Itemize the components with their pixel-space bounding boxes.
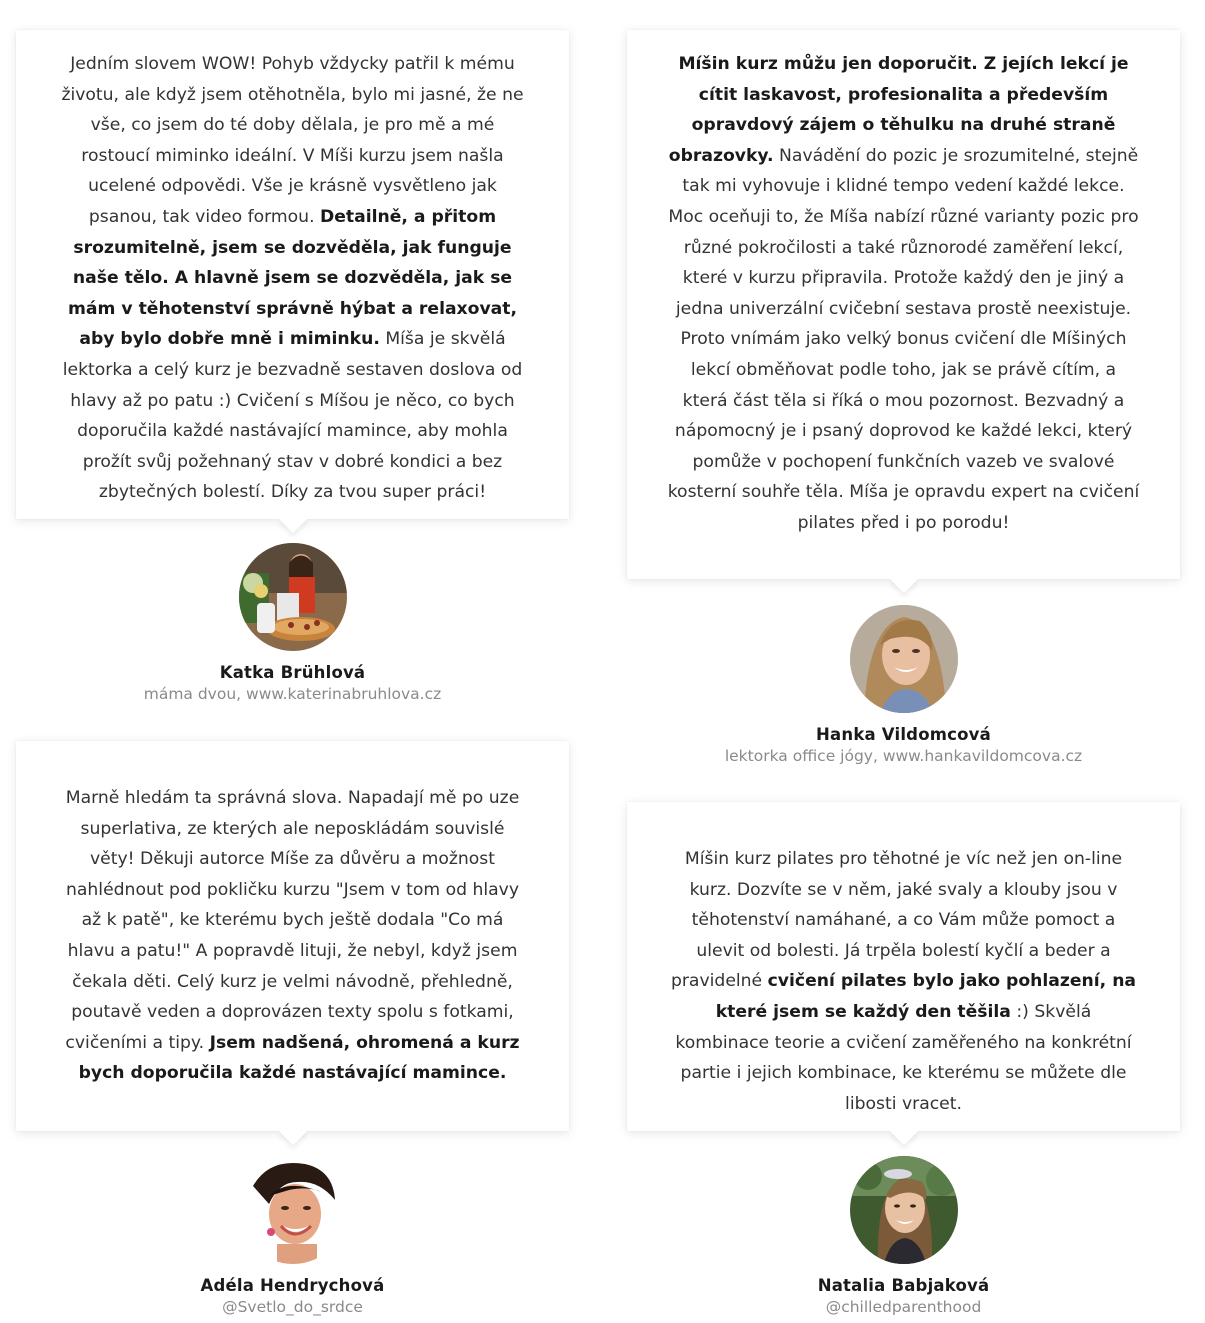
avatar-adela (239, 1156, 347, 1264)
testimonial-text: Jedním slovem WOW! Pohyb vždycky patřil k mému životu, ale když jsem otěhotněla, bylo mi jasné, že ne vše, co jsem do té doby dělala, je pro mě a mé rostoucí miminko ideální. V Míši kurzu jsem našla ucelené odpovědi. Vše je krásně vysvětleno jak psanou, tak video formou. Detailně, a přitom srozumitelně, jsem se dozvěděla, jak funguje naše tělo. A hlavně jsem se dozvěděla, jak se mám v těhotenství správně hýbat a relaxovat, aby bylo dobře mně i miminku. Míša je skvělá lektorka a celý kurz je bezvadně sestaven doslova od hlavy až po patu :) Cvičení s Míšou je něco, co bych doporučila každé nastávající mamince, aby mohla prožít svůj požehnaný stav v dobré kondici a bez zbytečných bolestí. Díky za tvou super práci! (61, 54, 524, 503)
avatar-hanka (850, 605, 958, 713)
speech-bubble-tail (278, 505, 306, 533)
speech-bubble-tail (889, 1117, 917, 1145)
avatar-natalia (850, 1156, 958, 1264)
testimonial-text: Míšin kurz můžu jen doporučit. Z jejích lekcí je cítit laskavost, profesionalita a především opravdový zájem o těhulku na druhé straně obrazovky. Navádění do pozic je srozumitelné, stejně tak mi vyhovuje i klidné tempo vedení každé lekce. Moc oceňuji to, že Míša nabízí různé varianty pozic pro různé pokročilosti a také různorodé zaměření lekcí, které v kurzu připravila. Protože každý den je jiný a jedna univerzální cvičební sestava prostě neexistuje. Proto vnímám jako velký bonus cvičení dle Míšiných lekcí obměňovat podle toho, jak se právě cítím, a která část těla si říká o mou pozornost. Bezvadný a nápomocný je i psaný doprovod ke každé lekci, který pomůže v pochopení funkčních vazeb ve svalové kosterní souhře těla. Míša je opravdu expert na cvičení pilates před i po porodu! (667, 54, 1140, 533)
testimonial-card-hanka (627, 30, 1180, 579)
testimonial-author-adela (16, 1156, 569, 1317)
avatar-katka (239, 543, 347, 651)
author-name: Adéla Hendrychová (200, 1276, 385, 1295)
speech-bubble-tail (278, 1117, 306, 1145)
testimonial-author-hanka (627, 605, 1180, 766)
testimonial-text: Míšin kurz pilates pro těhotné je víc než jen on-line kurz. Dozvíte se v něm, jaké svaly a klouby jsou v těhotenství namáhané, a co Vám může pomoct a ulevit od bolesti. Já trpěla bolestí kyčlí a beder a pravidelné cvičení pilates bylo jako pohlazení, na které jsem se každý den těšila :) Skvělá kombinace teorie a cvičení zaměřeného na konkrétní partie i jejich kombinace, ke kterému se můžete dle libosti vracet. (670, 849, 1137, 1114)
testimonial-author-natalia (627, 1156, 1180, 1317)
author-name: Katka Brühlová (219, 663, 366, 682)
testimonial-card-adela (16, 741, 569, 1131)
author-role: @chilledparenthood (825, 1298, 982, 1316)
testimonial-text: Marně hledám ta správná slova. Napadají mě po uze superlativa, ze kterých ale neposkládám souvislé věty! Děkuji autorce Míše za důvěru a možnost nahlédnout pod pokličku kurzu "Jsem v tom od hlavy až k patě", ke kterému bych ještě dodala "Co má hlavu a patu!" A popravdě lituji, že nebyl, když jsem čekala děti. Celý kurz je velmi návodně, přehledně, poutavě veden a doprovázen texty spolu s fotkami, cvičeními a tipy. Jsem nadšená, ohromená a kurz bych doporučila každé nastávající mamince. (65, 788, 520, 1084)
author-name: Natalia Babjaková (817, 1276, 990, 1295)
testimonial-author-katka (16, 543, 569, 704)
author-role: lektorka office jógy, www.hankavildomcova.cz (724, 747, 1083, 765)
author-role: máma dvou, www.katerinabruhlova.cz (143, 685, 442, 703)
testimonial-card-katka (16, 30, 569, 519)
author-name: Hanka Vildomcová (816, 725, 991, 744)
testimonial-card-natalia (627, 802, 1180, 1131)
author-role: @Svetlo_do_srdce (222, 1298, 363, 1316)
speech-bubble-tail (889, 565, 917, 593)
